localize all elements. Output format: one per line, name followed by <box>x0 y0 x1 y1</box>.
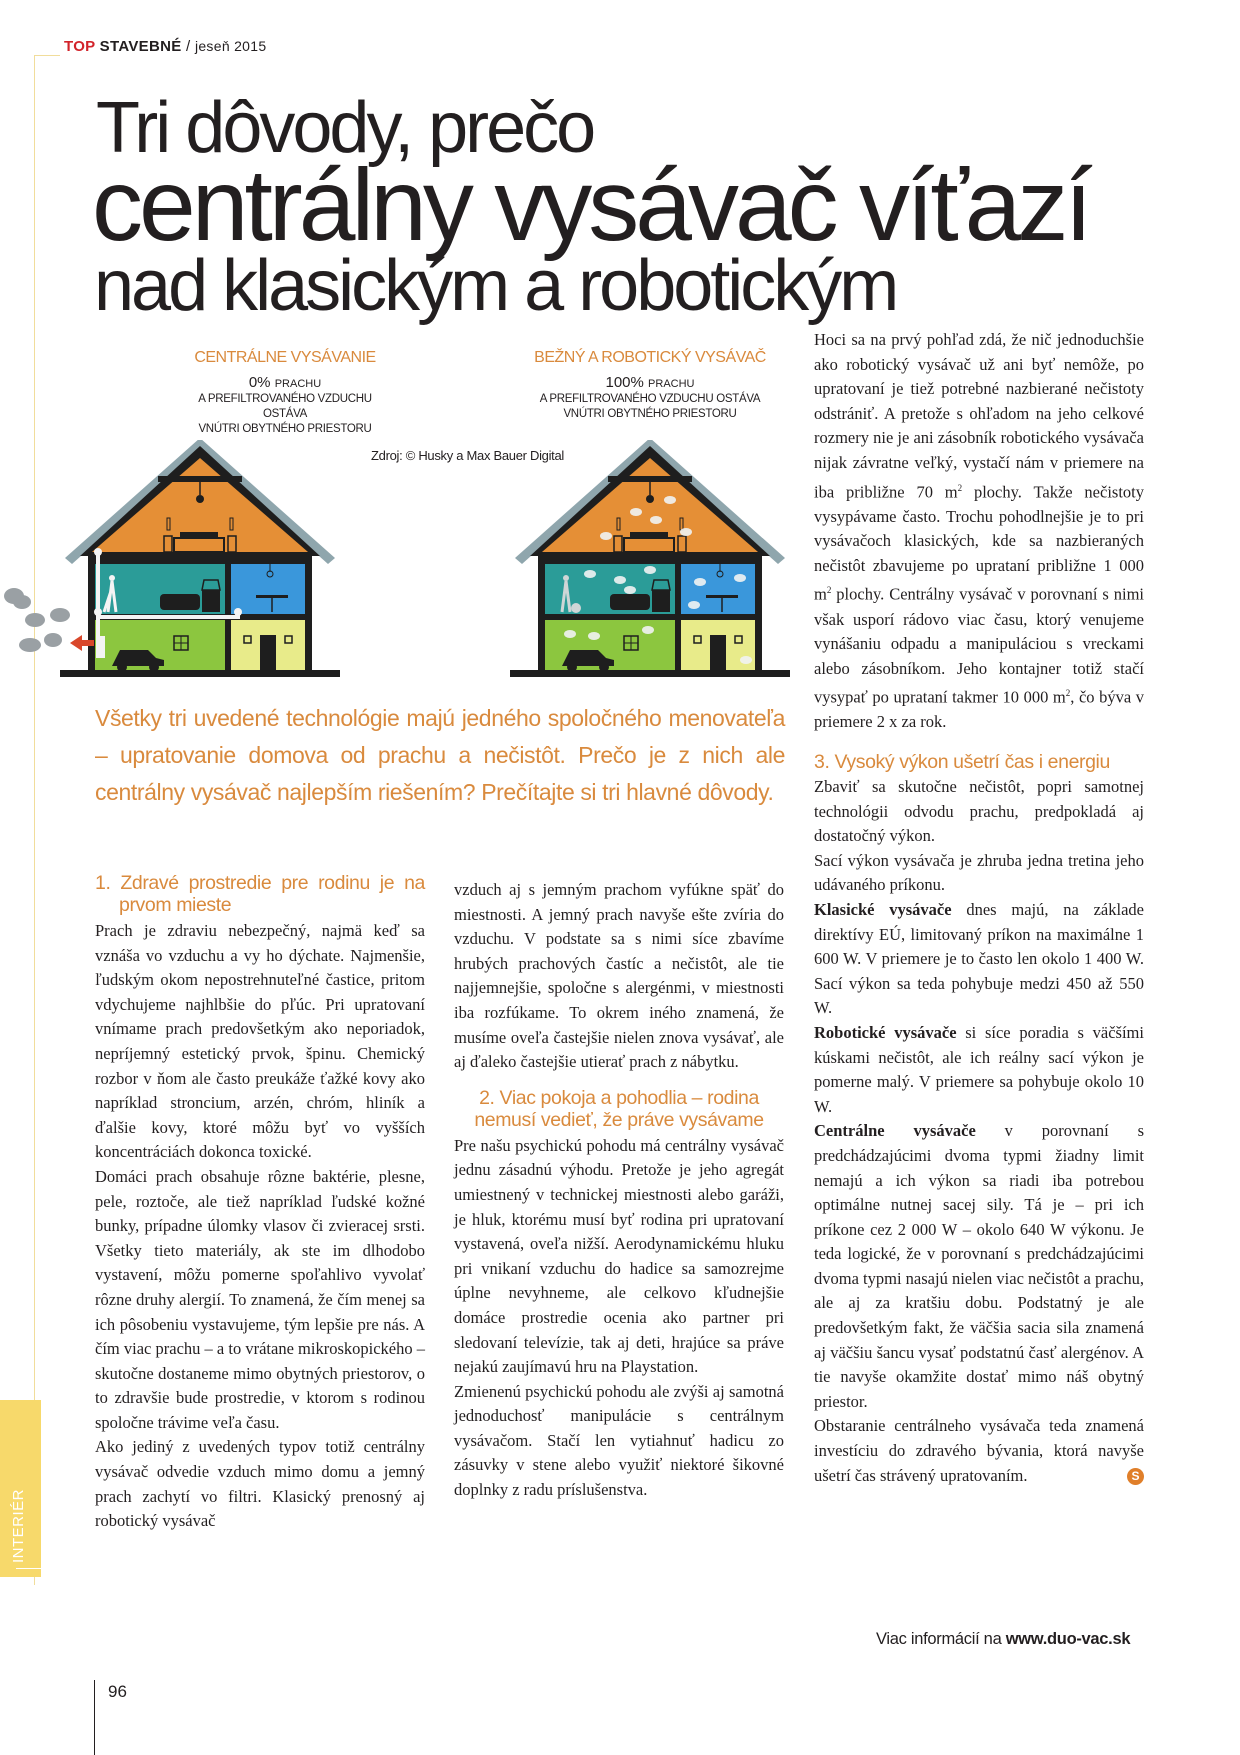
title-line-1: Tri dôvody, prečo <box>96 88 594 168</box>
caption-percent <box>180 375 390 392</box>
magazine-header <box>64 38 266 55</box>
caption-line-3: VNÚTRI OBYTNÉHO PRIESTORU <box>198 423 372 435</box>
column-3 <box>814 328 1144 1488</box>
frame-line-left <box>34 55 35 1585</box>
section-3-heading: 3. Vysoký výkon ušetrí čas i energiu <box>814 751 1110 773</box>
section-2-heading: 2. Viac pokoja a pohodlia – rodina nemusí vedieť, že práve vysávame <box>474 1086 764 1131</box>
section-3-paragraph <box>814 1021 1144 1119</box>
percent-value: 100% <box>605 374 644 391</box>
title-line-2: centrálny vysávač víťazí <box>92 148 1089 262</box>
section-3-paragraph: Sací výkon vysávača je zhruba jedna tretina jeho udávaného príkonu. <box>814 850 1144 895</box>
caption-robotic <box>530 349 770 422</box>
issue-label: jeseň 2015 <box>194 38 267 54</box>
section-1-paragraph-continued: vzduch aj s jemným prachom vyfúkne späť do miestnosti. A jemný prach navyše ešte zvíria do vzduchu. V podstate sa s nimi síce zbavíme hrubých prachových častíc a nečistôt, ale tie najjemnejšie, spoločne s alergénmi, v miestnosti iba rozfúkame. To okrem iného znamená, že musíme oveľa častejšie nielen znova vysávať, ale aj ďaleko častejšie utierať prach z nábytku. <box>454 880 784 1072</box>
brand-top: TOP <box>64 38 96 55</box>
superscript: 2 <box>826 585 832 596</box>
section-3-paragraph <box>814 1414 1144 1488</box>
section-1-paragraph: Ako jediný z uvedených typov totiž centrálny vysávač odvedie vzduch mimo domu a jemný prach zachytí vo filtri. Klasický prenosný aj robotický vysávač <box>95 1437 425 1531</box>
brand-name: STAVEBNÉ <box>99 38 182 55</box>
text-run: plochy. Centrálny vysávač v porovnaní s nimi však usporí rádovo viac času, ktorý venujeme vynášaniu odpadu a manipuláciou s vreckami alebo zásobníkom. Jeho kontajner totiž stačí vysypať po uprataní takmer 10 000 m <box>814 584 1144 707</box>
percent-value: 0% <box>248 374 271 391</box>
more-info-prefix: Viac informácií na <box>876 1630 1006 1648</box>
bold-term: Centrálne vysávače <box>814 1121 976 1141</box>
section-3-paragraph <box>814 898 1144 1021</box>
text-run: dnes majú, na základe direktívy EÚ, limitovaný príkon na maximálne 1 600 W. V priemere je to často len okolo 1 400 W. Sací výkon sa teda pohybuje medzi 450 až 550 W. <box>814 899 1144 1018</box>
section-2-paragraph: Zmienenú psychickú pohodu ale zvýši aj samotná jednoduchosť manipulácie s centrálnym vysávačom. Stačí len vytiahnuť hadicu zo zásuvky v stene alebo využiť niektoré šikovné doplnky z radu príslušenstva. <box>454 1381 784 1500</box>
section-tab-line <box>16 1568 41 1569</box>
section-tab <box>0 1400 41 1577</box>
header-separator: / <box>186 38 191 55</box>
caption-heading: BEŽNÝ A ROBOTICKÝ VYSÁVAČ <box>534 349 766 366</box>
more-info-line <box>876 1630 1130 1649</box>
house-robotic <box>510 440 790 677</box>
image-source-credit: Zdroj: © Husky a Max Bauer Digital <box>371 448 565 463</box>
house-central <box>4 440 340 677</box>
section-tab-label: INTERIÉR <box>10 1488 27 1563</box>
central-unit-icon <box>96 636 105 658</box>
bold-term: Robotické vysávače <box>814 1022 957 1042</box>
section-1-heading: 1. Zdravé prostredie pre rodinu je na prvom mieste <box>95 872 425 916</box>
caption-heading: CENTRÁLNE VYSÁVANIE <box>194 349 376 366</box>
end-of-article-icon: S <box>1127 1468 1144 1485</box>
caption-percent <box>530 375 770 392</box>
person-vacuuming-icon <box>109 575 115 581</box>
text-run: Obstaranie centrálneho vysávača teda znamená investíciu do zdravého bývania, ktorá navyše ušetrí čas strávený upratovaním. <box>814 1416 1144 1485</box>
lead-paragraph: Všetky tri uvedené technológie majú jedného spoločného menovateľa – upratovanie domova od prachu a nečistôt. Prečo je z nich ale centrálny vysávač najlepším riešením? Prečítajte si tri hlavné dôvody. <box>95 705 785 805</box>
text-run: plochy. Takže nečistoty vysypávame často. Trochu pohodlnejšie je to pri vysávačoch klasických, kde sa nazbieraných nečistôt zbavujeme po uprataní približne 1 000 m <box>814 482 1144 604</box>
caption-line-3: VNÚTRI OBYTNÉHO PRIESTORU <box>563 408 737 420</box>
page-number: 96 <box>108 1682 127 1701</box>
percent-unit: PRACHU <box>274 378 322 390</box>
text-run: v porovnaní s predchádzajúcimi dvoma typmi žiadny limit nemajú a ich výkon sa riadi iba potrebou optimálne nutnej sacej sily. Tá je – pri ich príkone cez 2 000 W – okolo 640 W výkonu. Je teda logické, že v porovnaní s predchádzajúcimi dvoma typmi nasajú nielen viac nečistôt a prachu, ale aj za kratšiu dobu. Podstatný je ale predovšetkým fakt, že väčšia sacia sila znamená aj väčšiu šancu vysať podstatnú časť alergénov. A tie navyše okamžite dostať mimo náš obytný priestor. <box>814 1121 1145 1411</box>
frame-line-top <box>34 55 60 56</box>
title-line-3: nad klasickým a robotickým <box>94 246 897 326</box>
caption-central <box>180 349 390 437</box>
caption-line-2: A PREFILTROVANÉHO VZDUCHU OSTÁVA <box>539 393 761 405</box>
section-3-paragraph <box>814 1119 1144 1414</box>
section-1-paragraph: Prach je zdraviu nebezpečný, najmä keď sa vznáša vo vzduchu a vy ho dýchate. Najmenšie, ľudským okom nepostrehnuteľné častice, pritom vdychujeme najhlbšie do pľúc. Pri upratovaní vnímame prach predovšetkým ako neporiadok, nepríjemný estetický prvok, špinu. Chemický rozbor v ňom ale často preukáže ťažké kovy ako napríklad stroncium, arzén, chróm, hliník a ďalšie kovy, ktoré môžu byť vo vyšších koncentráciách dokonca toxické. <box>95 921 425 1162</box>
column-2 <box>454 878 784 1503</box>
superscript: 2 <box>957 482 963 493</box>
page-number-rule <box>94 1680 95 1755</box>
section-3-paragraph: Zbaviť sa skutočne nečistôt, popri samotnej technológii odvodu prachu, predpokladá aj dostatočný výkon. <box>814 777 1144 846</box>
person-vacuuming-icon <box>563 575 569 581</box>
percent-unit: PRACHU <box>648 378 695 390</box>
column-1 <box>95 872 425 1534</box>
bold-term: Klasické vysávače <box>814 899 952 919</box>
section-1-paragraph: Domáci prach obsahuje rôzne baktérie, plesne, pele, roztoče, ale tiež napríklad ľudské kožné bunky, prípadne úlomky vlasov či zvieracej srsti. Všetky tieto materiály, ak ste im dlhodobo vystavení, môžu pomerne spoľahlivo vyvolať rôzne druhy alergií. To znamená, že čím menej sa ich pôsobeniu vystavujeme, tým lepšie pre nás. A čím viac prachu – a to vrátane mikroskopického – skutočne dostaneme mimo obytných priestorov, o to zdravšie bude prostredie, v ktorom s rodinou spoločne trávime veľa času. <box>95 1166 425 1432</box>
intro-paragraph <box>814 328 1144 735</box>
superscript: 2 <box>1065 688 1071 699</box>
text-run: , čo býva v priemere 2 x za rok. <box>814 687 1144 732</box>
house-infographic <box>0 440 800 680</box>
exhaust-dust-clouds <box>4 588 70 652</box>
text-run: Hoci sa na prvý pohľad zdá, že nič jednoduchšie ako robotický vysávač už ani byť nemôže, po upratovaní je tiež potrebné nazbierané nečistoty odstrániť. A pretože s ohľadom na jeho celkové rozmery nie je ani zásobník robotického vysávača nijak závratne veľký, vystačí nám v priemere na iba približne 70 m <box>814 330 1144 502</box>
section-2-paragraph: Pre našu psychickú pohodu má centrálny vysávač jednu zásadnú výhodu. Pretože je jeho agregát umiestnený v technickej miestnosti alebo garáži, je hluk, ktorému musí byť rodina pri upratovaní vystavená, oveľa nižší. Aerodynamickému hluku pri vnikaní vzduchu do hadice sa samozrejme úplne nevyhneme, ale celkovo kľudnejšie domáce prostredie ocenia ako partner pri sledovaní televízie, tak aj deti, hrajúce sa práve nejakú zaujímavú hru na Playstation. <box>454 1135 784 1377</box>
website-link[interactable]: www.duo-vac.sk <box>1005 1630 1131 1648</box>
text-run: si síce poradia s väčšími kúskami nečistôt, ale ich reálny sací výkon je pomerne malý. V priemere sa pohybuje okolo 10 W. <box>814 1022 1144 1116</box>
caption-line-2: A PREFILTROVANÉHO VZDUCHU OSTÁVA <box>198 393 372 420</box>
